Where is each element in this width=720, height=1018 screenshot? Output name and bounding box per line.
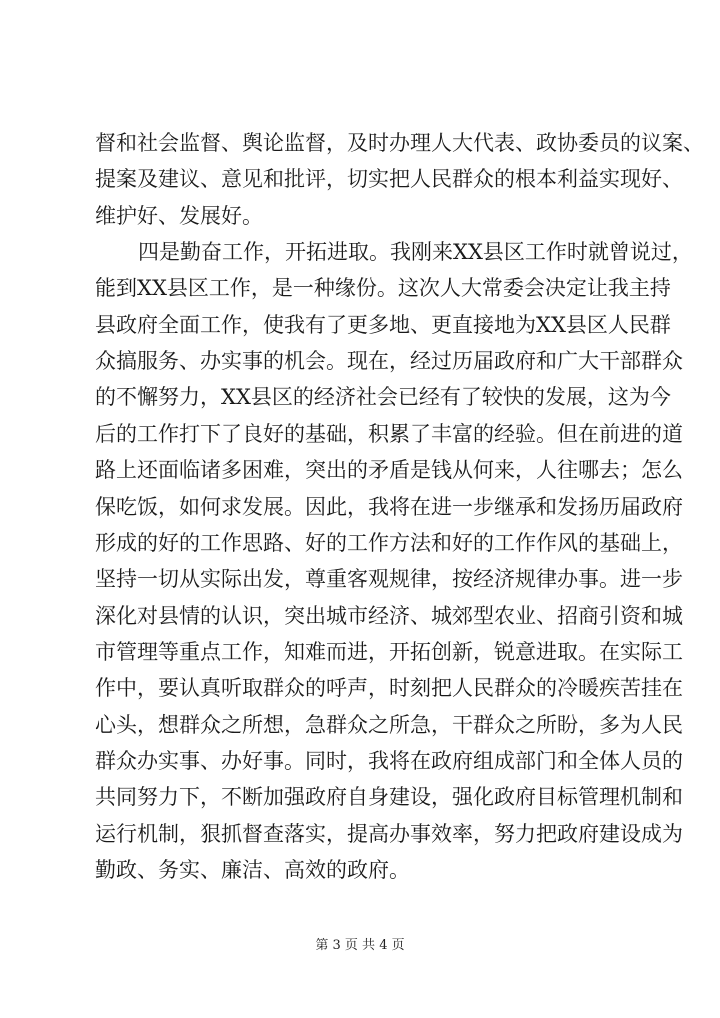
text-line: 保吃饭，如何求发展。因此，我将在进一步继承和发扬历届政府	[95, 495, 683, 519]
text-line: 提案及建议、意见和批评，切实把人民群众的根本利益实现好、	[95, 167, 683, 191]
text-line: 后的工作打下了良好的基础，积累了丰富的经验。但在前进的道	[95, 422, 683, 446]
text-line: 能到XX县区工作，是一种缘份。这次人大常委会决定让我主持	[95, 276, 671, 300]
page-number-footer: 第 3 页 共 4 页	[315, 938, 405, 953]
text-line: 督和社会监督、舆论监督，及时办理人大代表、政协委员的议案、	[95, 131, 704, 155]
text-line: 路上还面临诸多困难，突出的矛盾是钱从何来，人往哪去；怎么	[95, 458, 683, 482]
text-line: 作中，要认真听取群众的呼声，时刻把人民群众的冷暖疾苦挂在	[95, 676, 683, 700]
text-line: 共同努力下，不断加强政府自身建设，强化政府目标管理机制和	[95, 785, 683, 809]
text-line: 运行机制，狠抓督查落实，提高办事效率，努力把政府建设成为	[95, 822, 683, 846]
text-line: 的不懈努力，XX县区的经济社会已经有了较快的发展，这为今	[95, 385, 671, 409]
text-line: 众搞服务、办实事的机会。现在，经过历届政府和广大干部群众	[95, 349, 683, 373]
text-line: 坚持一切从实际出发，尊重客观规律，按经济规律办事。进一步	[95, 567, 683, 591]
text-line: 县政府全面工作，使我有了更多地、更直接地为XX县区人民群	[95, 313, 671, 337]
text-line: 勤政、务实、廉洁、高效的政府。	[95, 858, 410, 882]
text-line: 群众办实事、办好事。同时，我将在政府组成部门和全体人员的	[95, 749, 683, 773]
text-line: 维护好、发展好。	[95, 204, 263, 228]
text-line: 心头，想群众之所想，急群众之所急，干群众之所盼，多为人民	[95, 713, 683, 737]
paragraph-start-line: 四是勤奋工作，开拓进取。我刚来XX县区工作时就曾说过，	[138, 240, 693, 264]
text-line: 深化对县情的认识，突出城市经济、城郊型农业、招商引资和城	[95, 604, 683, 628]
text-line: 形成的好的工作思路、好的工作方法和好的工作作风的基础上，	[95, 531, 683, 555]
text-line: 市管理等重点工作，知难而进，开拓创新，锐意进取。在实际工	[95, 640, 683, 664]
